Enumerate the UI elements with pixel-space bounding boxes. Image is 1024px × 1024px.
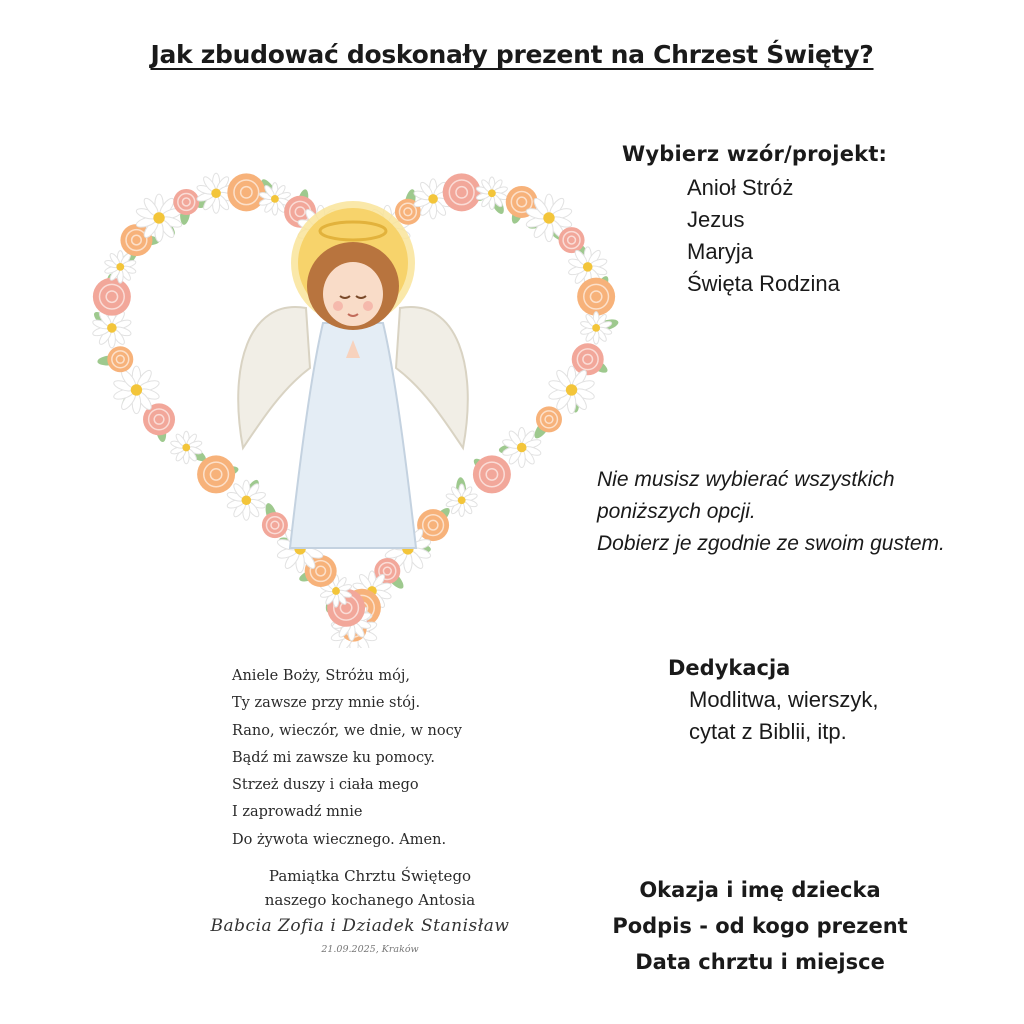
prayer-line: Aniele Boży, Stróżu mój, — [232, 668, 410, 684]
note-line: poniższych opcji. — [597, 500, 756, 523]
angel-heart-svg — [78, 118, 630, 648]
rose-flower — [577, 278, 615, 316]
right-wing — [396, 307, 468, 448]
rose-flower — [262, 512, 288, 538]
angel-heart-artwork — [78, 118, 630, 648]
design-choice-heading: Wybierz wzór/projekt: — [622, 142, 888, 166]
summary-section — [590, 872, 930, 980]
dedication-body — [668, 684, 878, 748]
prayer-line: Do żywota wiecznego. Amen. — [232, 831, 447, 848]
rose-flower — [173, 189, 199, 215]
rose-flower — [559, 227, 585, 253]
prayer-line: Rano, wieczór, we dnie, w nocy — [232, 722, 462, 739]
rose-flower — [227, 173, 265, 211]
guardian-angel-prayer — [232, 663, 462, 854]
prayer-line: Ty zawsze przy mnie stój. — [232, 695, 421, 712]
rose-flower — [197, 455, 235, 493]
rose-flower — [473, 455, 511, 493]
daisy-flower — [226, 480, 266, 520]
dedication-line: cytat z Biblii, itp. — [689, 719, 847, 744]
summary-line: Okazja i imę dziecka — [639, 878, 881, 902]
design-choice-section — [622, 142, 887, 300]
rose-flower — [107, 346, 133, 372]
dedication-heading: Dedykacja — [668, 656, 791, 680]
prayer-line: I zaprowadź mnie — [232, 804, 363, 821]
prayer-line: Bądź mi zawsze ku pomocy. — [232, 749, 436, 766]
rose-flower — [93, 278, 131, 316]
design-option: Maryja — [687, 239, 754, 264]
prayer-line: Strzeż duszy i ciała mego — [232, 777, 419, 794]
angel-figure — [238, 201, 468, 548]
dedication-line: Modlitwa, wierszyk, — [689, 687, 879, 712]
note-line: Dobierz je zgodnie ze swoim gustem. — [597, 532, 945, 555]
design-option: Anioł Stróż — [687, 175, 794, 200]
design-options-list — [622, 172, 887, 300]
keepsake-dedication — [225, 864, 515, 912]
page-title: Jak zbudować doskonały prezent na Chrzest Święty? — [150, 40, 874, 69]
summary-line: Data chrztu i miejsce — [635, 950, 885, 974]
design-option: Jezus — [687, 207, 745, 232]
note-line: Nie musisz wybierać wszystkich — [597, 468, 895, 491]
rose-flower — [572, 343, 604, 375]
options-note — [597, 464, 997, 560]
left-wing — [238, 307, 310, 448]
keepsake-line-1: Pamiątka Chrztu Świętego — [268, 867, 472, 885]
keepsake-line-2: naszego kochanego Antosia — [264, 891, 476, 909]
daisy-flower — [445, 484, 478, 516]
signature: Babcia Zofia i Dziadek Stanisław — [210, 916, 510, 936]
design-option: Święta Rodzina — [687, 271, 840, 296]
rose-flower — [443, 173, 481, 211]
dedication-section — [668, 656, 878, 748]
rose-flower — [536, 406, 562, 432]
date-place: 21.09.2025, Kraków — [321, 944, 419, 955]
summary-line: Podpis - od kogo prezent — [612, 914, 908, 938]
